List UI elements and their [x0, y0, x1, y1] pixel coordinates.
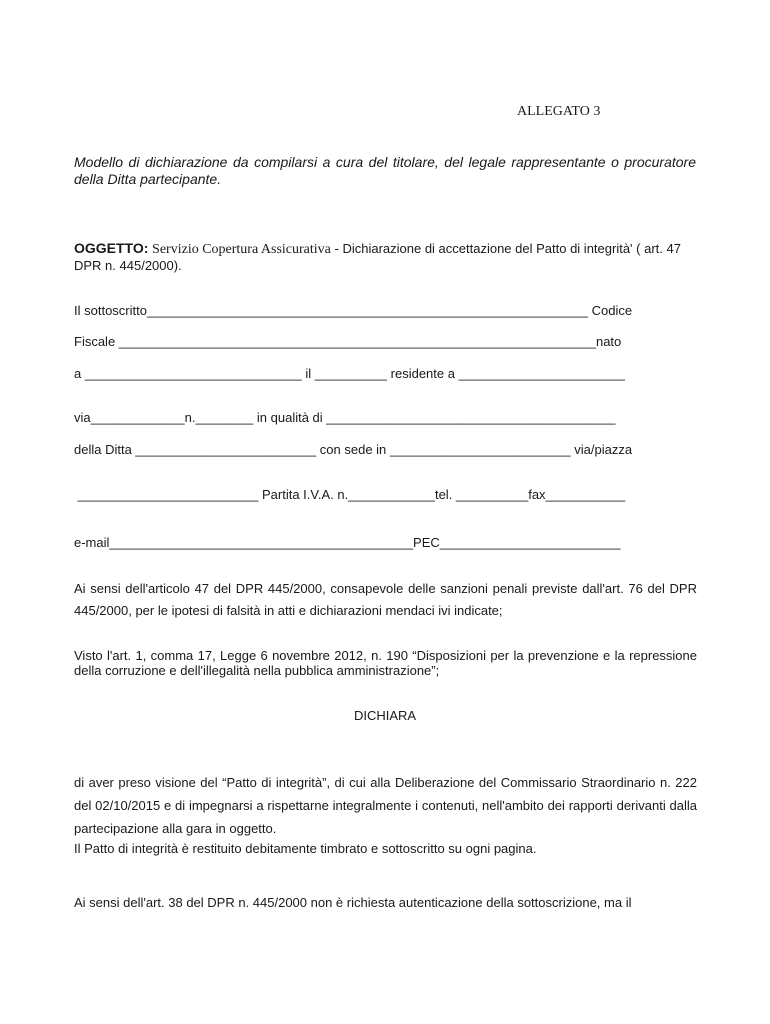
form-line-piva: _________________________ Partita I.V.A. n.____________tel. __________fax___________ — [74, 487, 626, 502]
declaration-paragraph: di aver preso visione del “Patto di integrità”, di cui alla Deliberazione del Commissario Straordinario n. 222 del 02/10/2015 e di impegnarsi a rispettarne integralmente i contenuti, nell'ambito dei rapporti derivanti dalla partecipazione alla gara in oggetto. — [74, 775, 697, 836]
subject-block — [74, 240, 696, 274]
subject-rest: - Dichiarazione di accettazione del Patto di integrità' ( art. 47 DPR n. 445/2000). — [74, 241, 681, 273]
attachment-label: ALLEGATO 3 — [517, 104, 601, 119]
form-line-sottoscritto: Il sottoscritto_____________________________________________________________ Codice — [74, 303, 633, 318]
legal-basis-paragraph: Ai sensi dell'articolo 47 del DPR 445/2000, consapevole delle sanzioni penali previste dall'art. 76 del DPR 445/2000, per le ipotesi di falsità in atti e dichiarazioni mendaci ivi indicate; — [74, 581, 697, 618]
intro-paragraph: Modello di dichiarazione da compilarsi a cura del titolare, del legale rappresentante o procuratore della Ditta partecipante. — [74, 154, 696, 187]
form-line-email: e-mail__________________________________________PEC_________________________ — [74, 535, 621, 550]
returned-paragraph: Il Patto di integrità è restituito debitamente timbrato e sottoscritto su ogni pagina. — [74, 841, 537, 856]
declares-heading: DICHIARA — [353, 708, 417, 723]
art38-paragraph: Ai sensi dell'art. 38 del DPR n. 445/2000 non è richiesta autenticazione della sottoscrizione, ma il — [74, 895, 632, 910]
subject-label: OGGETTO: — [74, 240, 149, 256]
form-line-nascita: a ______________________________ il __________ residente a _______________________ — [74, 366, 625, 381]
form-line-fiscale: Fiscale __________________________________________________________________nato — [74, 334, 622, 349]
subject-service: Servizio Copertura Assicurativa — [152, 242, 331, 257]
form-line-ditta: della Ditta _________________________ con sede in _________________________ via/piazza — [74, 442, 633, 457]
visto-paragraph: Visto l'art. 1, comma 17, Legge 6 novembre 2012, n. 190 “Disposizioni per la prevenzione e la repressione della corruzione e dell'illegalità nella pubblica amministrazione”; — [74, 648, 697, 678]
form-line-via: via_____________n.________ in qualità di ________________________________________ — [74, 410, 616, 425]
